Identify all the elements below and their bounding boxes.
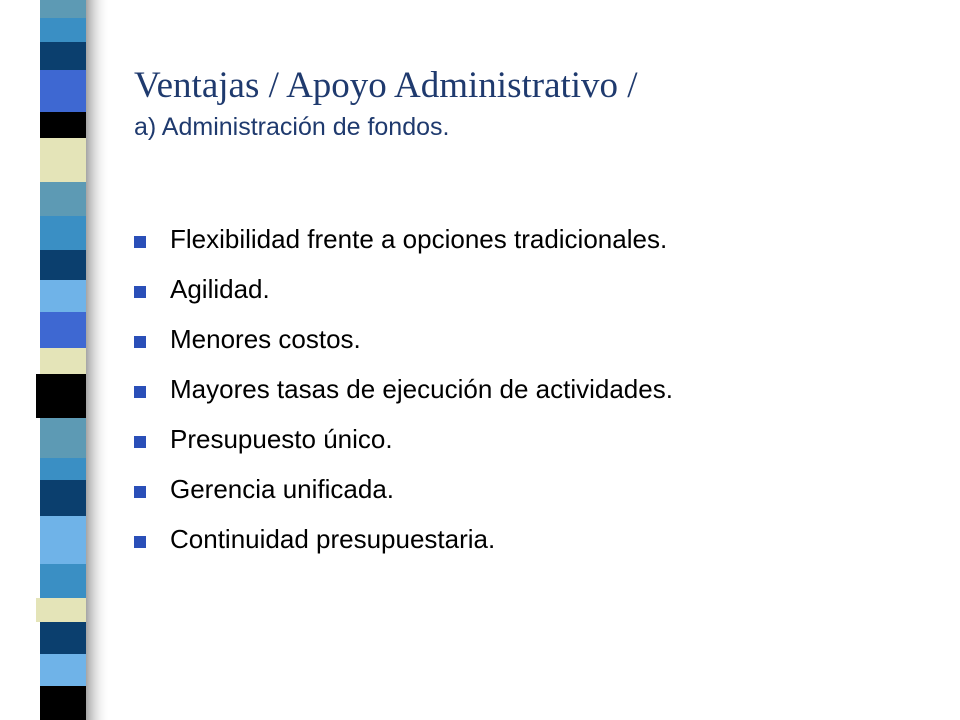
square-bullet-icon <box>134 336 146 348</box>
strip-block <box>40 18 86 42</box>
bullet-text: Gerencia unificada. <box>170 473 395 504</box>
strip-block <box>40 458 86 480</box>
strip-block <box>40 138 86 182</box>
bullet-item <box>134 314 673 364</box>
strip-block <box>40 70 86 112</box>
bullet-text: Agilidad. <box>170 273 270 304</box>
bullet-item <box>134 514 673 564</box>
square-bullet-icon <box>134 436 146 448</box>
bullet-item <box>134 264 673 314</box>
bullet-item <box>134 214 673 264</box>
strip-block <box>40 42 86 70</box>
strip-block <box>40 0 86 18</box>
strip-block <box>40 480 86 516</box>
bullet-item <box>134 364 673 414</box>
square-bullet-icon <box>134 386 146 398</box>
square-bullet-icon <box>134 236 146 248</box>
bullet-item <box>134 414 673 464</box>
bullet-list <box>134 214 673 564</box>
bullet-text: Continuidad presupuestaria. <box>170 523 496 554</box>
bullet-text: Mayores tasas de ejecución de actividades. <box>170 373 673 404</box>
strip-block <box>40 654 86 686</box>
strip-block <box>40 622 86 654</box>
decorative-color-strip <box>0 0 110 720</box>
strip-block <box>40 216 86 250</box>
strip-block <box>40 564 86 598</box>
square-bullet-icon <box>134 286 146 298</box>
bullet-text: Flexibilidad frente a opciones tradicionales. <box>170 223 668 254</box>
bullet-text: Presupuesto único. <box>170 423 393 454</box>
strip-block <box>40 312 86 348</box>
strip-block <box>40 250 86 280</box>
square-bullet-icon <box>134 536 146 548</box>
strip-block <box>40 182 86 216</box>
square-bullet-icon <box>134 486 146 498</box>
strip-block <box>40 280 86 312</box>
strip-block <box>40 348 86 374</box>
bullet-text: Menores costos. <box>170 323 361 354</box>
title-subtitle: a) Administración de fondos. <box>134 113 450 141</box>
strip-block <box>40 516 86 564</box>
strip-block <box>36 598 86 622</box>
strip-block <box>40 418 86 458</box>
strip-block <box>40 686 86 720</box>
title-main: Ventajas / Apoyo Administrativo / <box>134 65 638 106</box>
slide-title <box>134 62 934 144</box>
strip-block <box>36 374 86 418</box>
bullet-item <box>134 464 673 514</box>
strip-block <box>40 112 86 138</box>
